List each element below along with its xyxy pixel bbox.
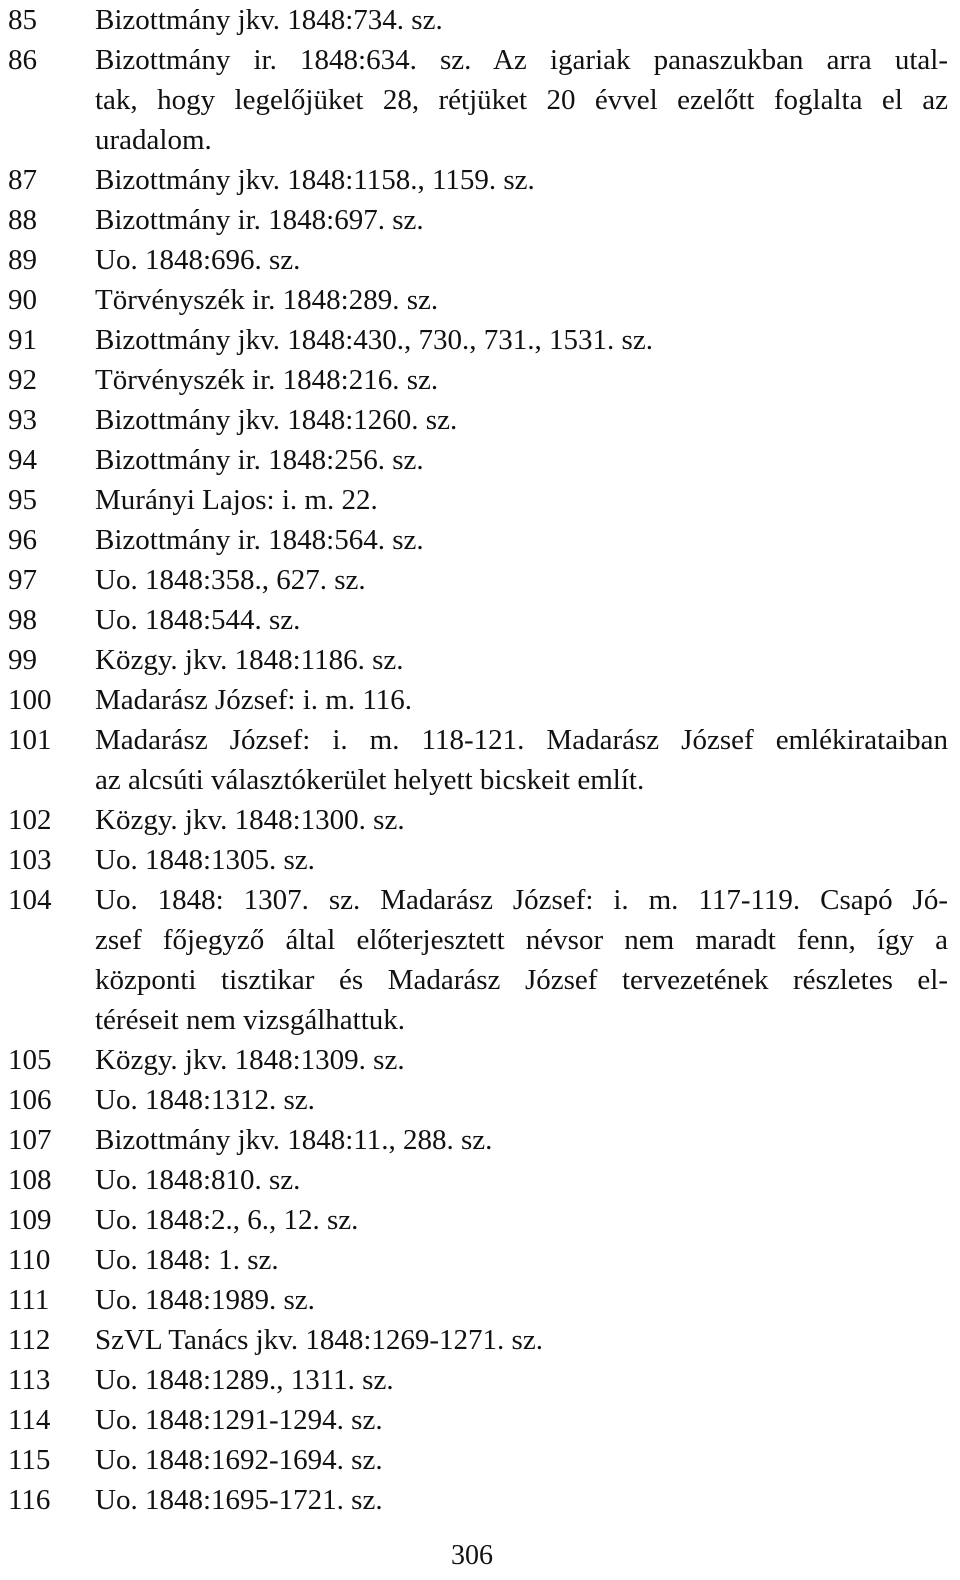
footnote-item [8, 1040, 952, 1080]
footnote-text-line: Uo. 1848:2., 6., 12. sz. [95, 1204, 359, 1236]
footnote-item [8, 1080, 952, 1120]
footnote-item [8, 200, 952, 240]
footnote-item [8, 1320, 952, 1360]
footnote-item [8, 680, 952, 720]
footnote-number: 102 [8, 804, 52, 836]
footnote-text-line: Bizottmány ir. 1848:634. sz. Az igariak panaszukban arra utal- [95, 44, 948, 76]
footnote-text [95, 320, 952, 360]
footnote-number: 88 [8, 204, 37, 236]
footnote-item [8, 480, 952, 520]
footnote-number: 92 [8, 364, 37, 396]
footnote-text-line: Bizottmány ir. 1848:697. sz. [95, 204, 424, 236]
footnote-number: 100 [8, 684, 52, 716]
footnote-item [8, 1440, 952, 1480]
footnote-text [95, 0, 952, 40]
footnote-number: 116 [8, 1484, 51, 1516]
footnote-number: 106 [8, 1084, 52, 1116]
footnote-text [95, 1240, 952, 1280]
footnote-number: 101 [8, 724, 52, 756]
footnote-text-line: Uo. 1848:1305. sz. [95, 844, 315, 876]
footnote-text [95, 1480, 952, 1520]
footnote-text [95, 1360, 952, 1400]
footnote-text [95, 720, 952, 800]
footnote-number: 109 [8, 1204, 52, 1236]
page-number: 306 [451, 1540, 493, 1571]
footnote-number: 85 [8, 4, 37, 36]
footnote-text-line: Uo. 1848:1692-1694. sz. [95, 1444, 383, 1476]
footnote-item [8, 240, 952, 280]
footnote-item [8, 640, 952, 680]
footnote-text-line: Bizottmány jkv. 1848:1260. sz. [95, 404, 458, 436]
footnote-text-line: uradalom. [95, 124, 212, 156]
footnote-text [95, 200, 952, 240]
footnote-number: 95 [8, 484, 37, 516]
footnote-text [95, 520, 952, 560]
footnote-item [8, 400, 952, 440]
footnote-text [95, 1160, 952, 1200]
footnote-number: 112 [8, 1324, 51, 1356]
footnote-number: 104 [8, 884, 52, 916]
footnote-item [8, 1400, 952, 1440]
footnote-text [95, 800, 952, 840]
footnote-text [95, 480, 952, 520]
footnote-item [8, 1360, 952, 1400]
footnote-item [8, 1160, 952, 1200]
footnote-number: 90 [8, 284, 37, 316]
footnote-text [95, 680, 952, 720]
footnote-text-line: Uo. 1848:544. sz. [95, 604, 301, 636]
footnote-text-line: Madarász József: i. m. 116. [95, 684, 413, 716]
footnote-item [8, 1240, 952, 1280]
footnote-number: 91 [8, 324, 37, 356]
footnote-text-line: Törvényszék ir. 1848:216. sz. [95, 364, 439, 396]
footnote-text-line: Közgy. jkv. 1848:1186. sz. [95, 644, 404, 676]
footnote-text-line: központi tisztikar és Madarász József tervezetének részletes el- [95, 964, 948, 996]
footnote-text-line: Bizottmány ir. 1848:256. sz. [95, 444, 424, 476]
footnote-number: 87 [8, 164, 37, 196]
footnote-item [8, 1120, 952, 1160]
footnote-text [95, 1280, 952, 1320]
footnote-text [95, 400, 952, 440]
footnote-text [95, 840, 952, 880]
footnote-text [95, 1120, 952, 1160]
footnote-text [95, 560, 952, 600]
footnote-number: 105 [8, 1044, 52, 1076]
footnote-item [8, 320, 952, 360]
footnote-item [8, 1200, 952, 1240]
footnote-item [8, 0, 952, 40]
footnote-text-line: Bizottmány jkv. 1848:1158., 1159. sz. [95, 164, 535, 196]
footnote-number: 110 [8, 1244, 51, 1276]
footnote-text [95, 40, 952, 160]
footnote-text-line: Murányi Lajos: i. m. 22. [95, 484, 378, 516]
footnote-item [8, 360, 952, 400]
footnote-text-line: tak, hogy legelőjüket 28, rétjüket 20 évvel ezelőtt foglalta el az [95, 84, 948, 116]
footnote-number: 103 [8, 844, 52, 876]
footnote-text [95, 1080, 952, 1120]
footnote-text-line: Uo. 1848:1695-1721. sz. [95, 1484, 383, 1516]
footnote-text-line: Törvényszék ir. 1848:289. sz. [95, 284, 439, 316]
footnote-number: 99 [8, 644, 37, 676]
footnote-text-line: Uo. 1848:358., 627. sz. [95, 564, 366, 596]
footnote-text-line: Bizottmány jkv. 1848:11., 288. sz. [95, 1124, 493, 1156]
footnote-number: 94 [8, 444, 37, 476]
footnote-text [95, 1440, 952, 1480]
footnote-text-line: Uo. 1848:1289., 1311. sz. [95, 1364, 394, 1396]
footnote-text [95, 160, 952, 200]
footnote-item [8, 1280, 952, 1320]
footnote-text-line: Közgy. jkv. 1848:1300. sz. [95, 804, 405, 836]
footnote-number: 93 [8, 404, 37, 436]
footnote-item [8, 280, 952, 320]
footnote-item [8, 440, 952, 480]
footnote-text [95, 880, 952, 1040]
footnote-text [95, 440, 952, 480]
footnote-text-line: SzVL Tanács jkv. 1848:1269-1271. sz. [95, 1324, 543, 1356]
footnote-item [8, 520, 952, 560]
footnote-text-line: Uo. 1848:810. sz. [95, 1164, 301, 1196]
footnote-text [95, 1040, 952, 1080]
footnote-number: 89 [8, 244, 37, 276]
footnote-number: 97 [8, 564, 37, 596]
footnote-text [95, 280, 952, 320]
footnote-item [8, 600, 952, 640]
footnote-text [95, 1320, 952, 1360]
footnote-text [95, 1200, 952, 1240]
footnote-list [8, 0, 952, 1520]
footnote-text-line: Uo. 1848:1989. sz. [95, 1284, 315, 1316]
footnote-item [8, 720, 952, 800]
footnote-text-line: az alcsúti választókerület helyett bicskeit említ. [95, 764, 645, 796]
footnote-text-line: téréseit nem vizsgálhattuk. [95, 1004, 406, 1036]
footnote-number: 108 [8, 1164, 52, 1196]
footnote-text [95, 640, 952, 680]
footnote-item [8, 560, 952, 600]
footnote-text-line: Bizottmány jkv. 1848:734. sz. [95, 4, 443, 36]
footnote-text-line: Uo. 1848: 1307. sz. Madarász József: i. m. 117-119. Csapó Jó- [95, 884, 948, 916]
footnote-item [8, 840, 952, 880]
footnote-text [95, 240, 952, 280]
footnote-text-line: Uo. 1848:1312. sz. [95, 1084, 315, 1116]
footnote-text-line: Uo. 1848:696. sz. [95, 244, 301, 276]
footnote-text [95, 360, 952, 400]
footnote-item [8, 160, 952, 200]
footnote-text-line: Bizottmány ir. 1848:564. sz. [95, 524, 424, 556]
footnote-number: 113 [8, 1364, 51, 1396]
footnote-number: 111 [8, 1284, 50, 1316]
footnote-number: 114 [8, 1404, 51, 1436]
footnote-number: 115 [8, 1444, 51, 1476]
footnote-item [8, 800, 952, 840]
footnote-item [8, 880, 952, 1040]
footnote-item [8, 40, 952, 160]
footnote-text-line: Bizottmány jkv. 1848:430., 730., 731., 1531. sz. [95, 324, 653, 356]
footnote-number: 96 [8, 524, 37, 556]
footnote-number: 86 [8, 44, 37, 76]
footnote-text-line: zsef főjegyző által előterjesztett névsor nem maradt fenn, így a [95, 924, 948, 956]
footnote-text-line: Madarász József: i. m. 118-121. Madarász József emlékirataiban [95, 724, 948, 756]
footnote-number: 98 [8, 604, 37, 636]
footnote-item [8, 1480, 952, 1520]
footnote-number: 107 [8, 1124, 52, 1156]
footnote-text-line: Uo. 1848: 1. sz. [95, 1244, 279, 1276]
footnote-text [95, 600, 952, 640]
footnote-text-line: Uo. 1848:1291-1294. sz. [95, 1404, 383, 1436]
footnote-text [95, 1400, 952, 1440]
footnote-text-line: Közgy. jkv. 1848:1309. sz. [95, 1044, 405, 1076]
